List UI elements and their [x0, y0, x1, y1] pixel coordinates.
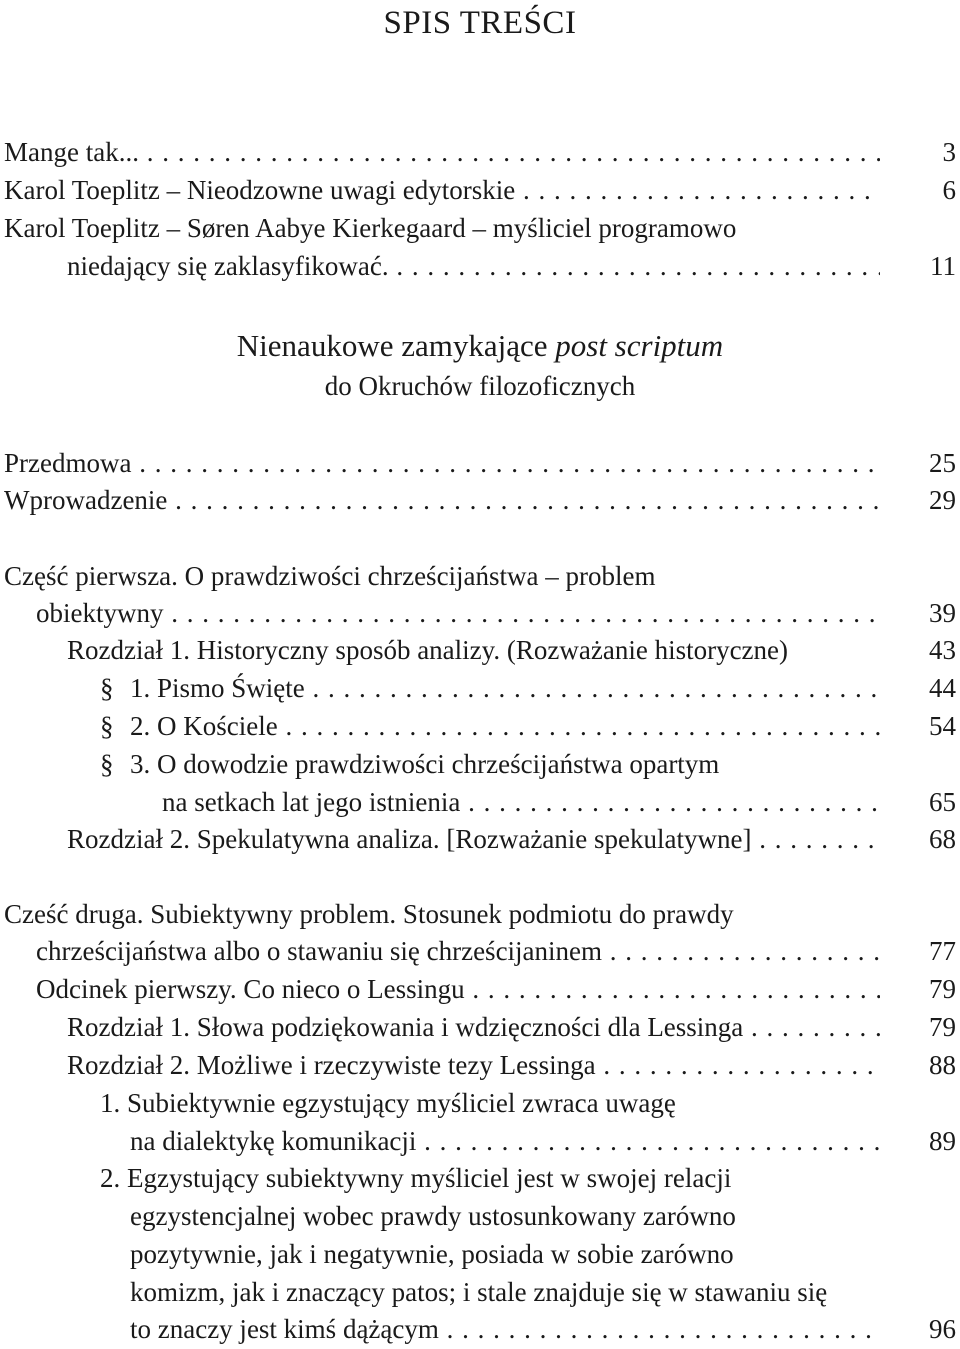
toc-chapter[interactable] [0, 633, 960, 667]
toc-entry-title: Rozdział 2. Spekulatywna analiza. [Rozważanie spekulatywne] . . . [67, 822, 880, 856]
toc-entry[interactable] [0, 972, 960, 1006]
toc-subsection[interactable] [0, 1161, 960, 1195]
toc-entry-continuation[interactable] [0, 1237, 960, 1271]
toc-entry-page: 88 [929, 1050, 956, 1080]
toc-entry-title: Odcinek pierwszy. Co nieco o Lessingu . . . [36, 972, 880, 1006]
toc-entry-title: na setkach lat jego istnienia . . . [162, 785, 880, 819]
toc-entry[interactable] [0, 173, 960, 207]
toc-entry-title: pozytywnie, jak i negatywnie, posiada w sobie zarówno [130, 1239, 734, 1269]
section-sign: § [100, 749, 114, 779]
toc-entry[interactable] [0, 446, 960, 480]
toc-entry-page: 6 [942, 175, 956, 205]
toc-entry-title: 1. Subiektywnie egzystujący myśliciel zwraca uwagę [100, 1088, 676, 1118]
toc-entry[interactable] [0, 135, 960, 169]
toc-entry-page: 79 [929, 1012, 956, 1042]
toc-entry[interactable] [0, 483, 960, 517]
toc-entry-page: 89 [929, 1126, 956, 1156]
toc-entry-page: 39 [929, 598, 956, 628]
toc-entry-page: 25 [929, 448, 956, 478]
toc-entry-title: Wprowadzenie . . . [4, 483, 880, 517]
toc-section[interactable] [0, 709, 960, 743]
toc-entry-continuation[interactable] [0, 785, 960, 819]
toc-entry-title: Karol Toeplitz – Nieodzowne uwagi edytorskie . . . [4, 173, 880, 207]
toc-entry-page: 77 [929, 936, 956, 966]
toc-part-heading[interactable] [0, 559, 960, 593]
toc-entry-continuation[interactable] [0, 249, 960, 283]
toc-entry-continuation[interactable] [0, 1312, 960, 1346]
toc-entry[interactable] [0, 211, 960, 245]
toc-entry-title: niedający się zaklasyfikować. . . . [67, 249, 880, 283]
toc-section[interactable] [0, 671, 960, 705]
toc-entry-title: Rozdział 1. Historyczny sposób analizy. (Rozważanie historyczne) [67, 635, 789, 665]
toc-chapter[interactable] [0, 822, 960, 856]
toc-section[interactable] [0, 747, 960, 781]
page-title: SPIS TREŚCI [383, 5, 577, 41]
toc-entry-title: 1. Pismo Święte . . . [130, 671, 880, 705]
toc-entry-title: to znaczy jest kimś dążącym . . . [130, 1312, 880, 1346]
toc-entry-page: 54 [929, 711, 956, 741]
toc-entry-continuation[interactable] [0, 1124, 960, 1158]
toc-entry-title: Część pierwsza. O prawdziwości chrześcijaństwa – problem [4, 561, 656, 591]
toc-entry-continuation[interactable] [0, 1275, 960, 1309]
section-sign: § [100, 673, 114, 703]
work-title: Nienaukowe zamykające post scriptum [236, 328, 724, 363]
toc-entry-title: egzystencjalnej wobec prawdy ustosunkowany zarówno [130, 1201, 736, 1231]
toc-entry-page: 96 [929, 1314, 956, 1344]
toc-entry-page: 65 [929, 787, 956, 817]
toc-entry-page: 68 [929, 824, 956, 854]
toc-entry-title: Przedmowa . . . [4, 446, 880, 480]
toc-entry-page: 44 [929, 673, 956, 703]
toc-entry-title: na dialektykę komunikacji . . . [130, 1124, 880, 1158]
toc-entry-continuation[interactable] [0, 1199, 960, 1233]
toc-entry-title: komizm, jak i znaczący patos; i stale znajduje się w stawaniu się [130, 1277, 828, 1307]
toc-entry-title: Rozdział 1. Słowa podziękowania i wdzięczności dla Lessinga . . . [67, 1010, 880, 1044]
section-sign: § [100, 711, 114, 741]
toc-entry-page: 79 [929, 974, 956, 1004]
toc-entry-title: Cześć druga. Subiektywny problem. Stosunek podmiotu do prawdy [4, 899, 734, 929]
toc-chapter[interactable] [0, 1048, 960, 1082]
toc-entry-continuation[interactable] [0, 596, 960, 630]
toc-entry-title: Karol Toeplitz – Søren Aabye Kierkegaard – myśliciel programowo [4, 213, 737, 243]
toc-entry-page: 29 [929, 485, 956, 515]
toc-entry-title: obiektywny . . . [36, 596, 880, 630]
toc-chapter[interactable] [0, 1010, 960, 1044]
toc-entry-title: chrześcijaństwa albo o stawaniu się chrześcijaninem . . . [36, 934, 880, 968]
toc-entry-title: 2. O Kościele . . . [130, 709, 880, 743]
toc-entry-continuation[interactable] [0, 934, 960, 968]
toc-entry-title: Rozdział 2. Możliwe i rzeczywiste tezy Lessinga . . . [67, 1048, 880, 1082]
toc-entry-page: 3 [942, 137, 956, 167]
work-subtitle: do Okruchów filozoficznych [324, 371, 636, 401]
toc-entry-title: 3. O dowodzie prawdziwości chrześcijaństwa opartym [130, 749, 720, 779]
toc-entry-page: 11 [930, 251, 956, 281]
toc-subsection[interactable] [0, 1086, 960, 1120]
toc-entry-title: Mange tak... . . . [4, 135, 880, 169]
toc-part-heading[interactable] [0, 897, 960, 931]
toc-entry-page: 43 [929, 635, 956, 665]
toc-entry-title: 2. Egzystujący subiektywny myśliciel jest w swojej relacji [100, 1163, 732, 1193]
